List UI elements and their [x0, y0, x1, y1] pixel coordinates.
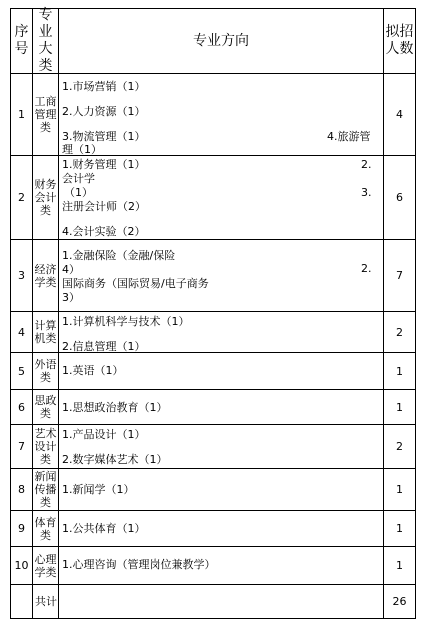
major-item: （1） — [64, 186, 93, 199]
row-9-direction — [59, 511, 383, 546]
row-5-quota: 1 — [396, 364, 403, 378]
row-9-quota: 1 — [396, 522, 403, 535]
row-4-quota: 2 — [396, 325, 403, 339]
row-3-quota: 7 — [396, 269, 403, 282]
row-6-category: 思政类 — [34, 394, 57, 420]
major-item: 1.英语（1） — [62, 364, 124, 377]
major-item: 会计学 — [62, 172, 95, 185]
major-item: 3） — [62, 291, 80, 304]
major-item: 2. — [361, 262, 372, 275]
major-item: 4.会计实验（2） — [62, 225, 146, 238]
row-6-seq: 6 — [18, 400, 25, 414]
header-seq: 序号 — [14, 24, 29, 57]
header-quota: 拟招人数 — [385, 24, 414, 57]
major-item: 1.金融保险（金融/保险 — [62, 249, 176, 262]
rule-bottom — [10, 618, 415, 619]
row-1-category: 工商管理类 — [34, 95, 57, 134]
major-item: 1.产品设计（1） — [62, 428, 146, 441]
row-7-quota: 2 — [396, 440, 403, 453]
row-1-direction — [59, 74, 383, 155]
major-item: 3. — [361, 186, 372, 199]
row-2-direction — [59, 156, 383, 239]
row-10-direction — [59, 547, 383, 584]
major-item: 4） — [62, 263, 80, 276]
row-2-quota: 6 — [396, 191, 403, 204]
major-item: 国际商务（国际贸易/电子商务 — [62, 277, 209, 290]
row-7-seq: 7 — [18, 440, 25, 453]
row-9-seq: 9 — [18, 522, 25, 535]
major-item: 理（1） — [62, 143, 102, 156]
row-4-category: 计算机类 — [34, 319, 57, 345]
row-3-direction — [59, 240, 383, 311]
row-3-seq: 3 — [18, 269, 25, 282]
row-8-quota: 1 — [396, 483, 403, 496]
row-10-quota: 1 — [396, 559, 403, 572]
row-7-direction — [59, 425, 383, 468]
row-4-seq: 4 — [18, 325, 25, 339]
header-direction: 专业方向 — [193, 32, 249, 49]
major-item: 1.心理咨询（管理岗位兼教学） — [62, 558, 216, 571]
total-quota: 26 — [392, 595, 407, 608]
major-item: 2. — [361, 158, 372, 171]
row-7-category: 艺术设计类 — [34, 427, 57, 466]
major-item: 2.信息管理（1） — [62, 340, 146, 353]
row-1-seq: 1 — [18, 108, 25, 121]
row-5-direction — [59, 353, 383, 389]
row-10-seq: 10 — [14, 559, 29, 572]
row-10-category: 心理学类 — [34, 552, 57, 579]
row-3-category: 经济学类 — [34, 262, 57, 289]
row-2-seq: 2 — [18, 191, 25, 204]
row-4-direction — [59, 312, 383, 352]
major-item: 注册会计师（2） — [62, 200, 146, 213]
major-item: 2.数字媒体艺术（1） — [62, 453, 168, 466]
major-item: 3.物流管理（1） — [62, 130, 146, 143]
row-5-seq: 5 — [18, 364, 25, 378]
row-1-quota: 4 — [396, 108, 403, 121]
major-item: 1.财务管理（1） — [62, 158, 146, 171]
row-8-direction — [59, 469, 383, 510]
row-6-quota: 1 — [396, 400, 403, 414]
major-item: 1.市场营销（1） — [62, 80, 146, 93]
rule-right — [415, 8, 416, 619]
row-5-category: 外语类 — [34, 358, 57, 384]
major-item: 1.思想政治教育（1） — [62, 401, 168, 414]
total-label: 共计 — [35, 595, 57, 608]
major-item: 1.计算机科学与技术（1） — [62, 315, 190, 328]
row-8-category: 新闻传播类 — [34, 470, 57, 509]
row-2-category: 财务会计类 — [34, 178, 57, 217]
major-item: 4.旅游管 — [327, 130, 371, 143]
major-item: 1.公共体育（1） — [62, 522, 146, 535]
header-category: 专业大类 — [38, 7, 53, 74]
major-item: 1.新闻学（1） — [62, 483, 135, 496]
row-8-seq: 8 — [18, 483, 25, 496]
row-6-direction — [59, 390, 383, 424]
row-9-category: 体育类 — [34, 515, 57, 542]
major-item: 2.人力资源（1） — [62, 105, 146, 118]
